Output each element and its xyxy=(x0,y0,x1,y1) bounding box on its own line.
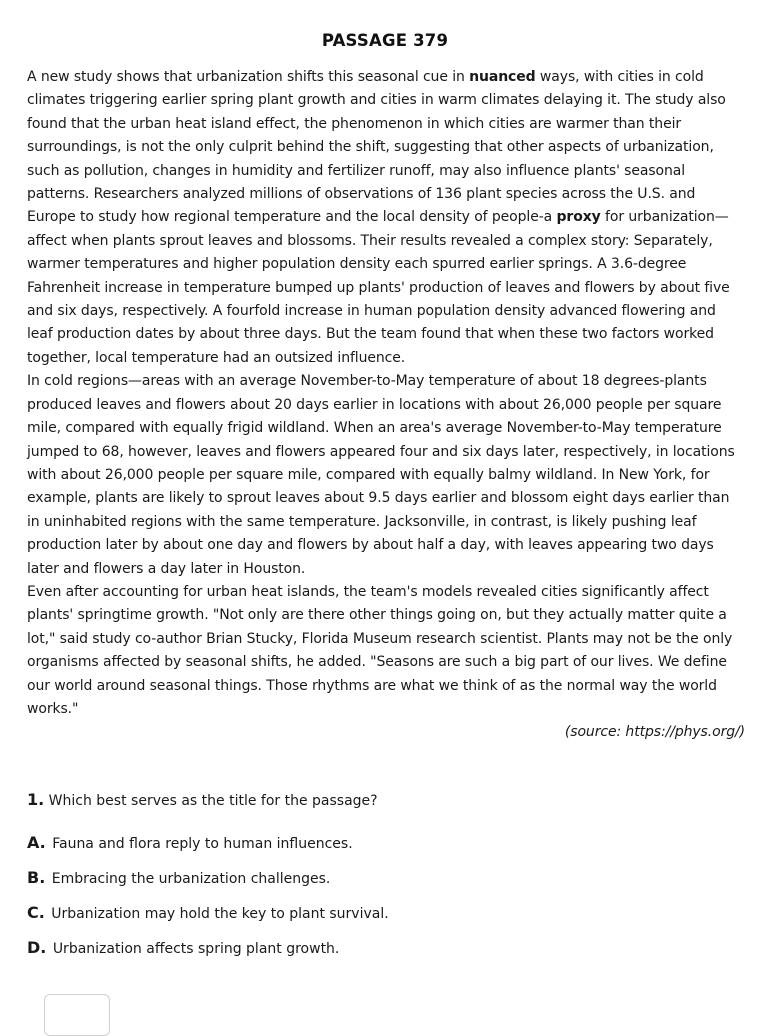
passage-title: PASSAGE 379 xyxy=(321,31,449,50)
option-text: Urbanization affects spring plant growth. xyxy=(52,940,340,957)
answer-options xyxy=(27,832,743,972)
option-b[interactable] xyxy=(27,867,743,902)
option-letter: D. xyxy=(27,937,47,957)
answer-input-box[interactable] xyxy=(44,994,110,1036)
passage-page xyxy=(27,0,743,972)
paragraph-1-part-b: ways, with cities in cold climates triggering earlier spring plant growth and cities in warm climates delaying it. The study also found that the urban heat island effect, the phenomenon in which cities are warmer than their surroundings, is not the only culprit behind the shift, suggesting that other aspects of urbanization, such as pollution, changes in humidity and fertilizer runoff, may also influence plants' seasonal patterns. Researchers analyzed millions of observations of 136 plant species across the U.S. and Europe to study how regional temperature and the local density of people-a xyxy=(27,69,726,226)
paragraph-1-part-c: for urbanization—affect when plants sprout leaves and blossoms. Their results revealed a complex story: Separately, warmer temperatures and higher population density each spurred earlier springs. A 3.6-degree Fahrenheit increase in temperature bumped up plants' production of leaves and flowers by about five and six days, respectively. A fourfold increase in human population density advanced flowering and leaf production dates by about three days. But the team found that when these two factors worked together, local temperature had an outsized influence. xyxy=(27,209,730,366)
option-letter: B. xyxy=(27,867,46,887)
option-a[interactable] xyxy=(27,832,743,867)
bold-word-nuanced: nuanced xyxy=(469,69,536,85)
passage-paragraph-3: Even after accounting for urban heat islands, the team's models revealed cities significantly affect plants' springtime growth. "Not only are there other things going on, but they actually matter quite a lot," said study co-author Brian Stucky, Florida Museum research scientist. Plants may not be the only organisms affected by seasonal shifts, he added. "Seasons are such a big part of our lives. We define our world around seasonal things. Those rhythms are what we think of as the normal way the world works." xyxy=(27,583,733,717)
option-text: Urbanization may hold the key to plant survival. xyxy=(51,905,389,922)
option-text: Fauna and flora reply to human influences. xyxy=(52,835,353,852)
paragraph-1-part-a: A new study shows that urbanization shifts this seasonal cue in xyxy=(27,69,470,85)
option-text: Embracing the urbanization challenges. xyxy=(51,870,331,887)
bold-word-proxy: proxy xyxy=(556,209,601,226)
question-1 xyxy=(27,789,743,812)
question-number: 1. xyxy=(27,789,45,809)
option-letter: C. xyxy=(27,902,45,922)
option-letter: A. xyxy=(27,832,46,852)
option-c[interactable] xyxy=(27,902,743,937)
option-d[interactable] xyxy=(27,937,743,972)
passage-body xyxy=(27,66,743,745)
passage-source: (source: https://phys.org/) xyxy=(564,724,745,741)
question-text: Which best serves as the title for the passage? xyxy=(48,792,378,809)
passage-paragraph-1 xyxy=(27,66,743,370)
passage-paragraph-2: In cold regions—areas with an average November-to-May temperature of about 18 degrees-plants produced leaves and flowers about 20 days earlier in locations with about 26,000 people per square mile, compared with equally frigid wildland. When an area's average November-to-May temperature jumped to 68, however, leaves and flowers appeared four and six days later, respectively, in locations with about 26,000 people per square mile, compared with equally balmy wildland. In New York, for example, plants are likely to sprout leaves about 9.5 days earlier and blossom eight days earlier than in uninhabited regions with the same temperature. Jacksonville, in contrast, is likely pushing leaf production later by about one day and flowers by about half a day, with leaves appearing two days later and flowers a day later in Houston. xyxy=(27,373,735,577)
